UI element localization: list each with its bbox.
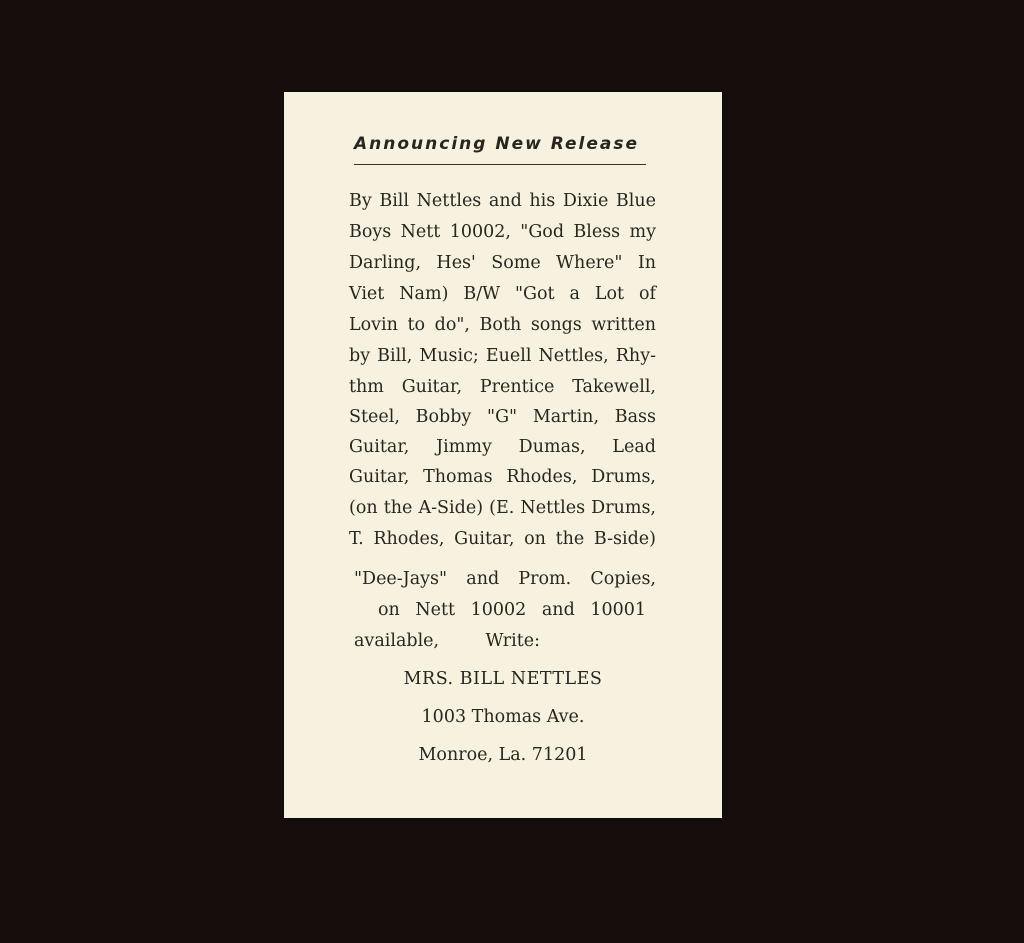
- copies-line: available, Write:: [354, 631, 540, 651]
- body-line: Steel, Bobby "G" Martin, Bass: [349, 407, 656, 427]
- copies-line: "Dee-Jays" and Prom. Copies,: [354, 569, 656, 589]
- body-line: Guitar, Jimmy Dumas, Lead: [349, 437, 656, 457]
- announcement-heading: Announcing New Release: [354, 134, 639, 154]
- body-line: T. Rhodes, Guitar, on the B-side): [349, 529, 656, 549]
- address-street: 1003 Thomas Ave.: [421, 707, 585, 727]
- body-line: (on the A-Side) (E. Nettles Drums,: [349, 498, 656, 518]
- body-line: thm Guitar, Prentice Takewell,: [349, 377, 656, 397]
- body-line: By Bill Nettles and his Dixie Blue: [349, 191, 656, 211]
- address-name: MRS. BILL NETTLES: [403, 669, 603, 689]
- body-line: by Bill, Music; Euell Nettles, Rhy-: [349, 346, 656, 366]
- body-line: Darling, Hes' Some Where" In: [349, 253, 656, 273]
- body-line: Viet Nam) B/W "Got a Lot of: [349, 284, 656, 304]
- copies-line: on Nett 10002 and 10001: [378, 600, 646, 620]
- heading-underline: [354, 164, 646, 165]
- body-line: Boys Nett 10002, "God Bless my: [349, 222, 656, 242]
- announcement-card: [284, 92, 722, 818]
- body-line: Guitar, Thomas Rhodes, Drums,: [349, 467, 656, 487]
- address-city: Monroe, La. 71201: [418, 745, 588, 765]
- body-line: Lovin to do", Both songs written: [349, 315, 656, 335]
